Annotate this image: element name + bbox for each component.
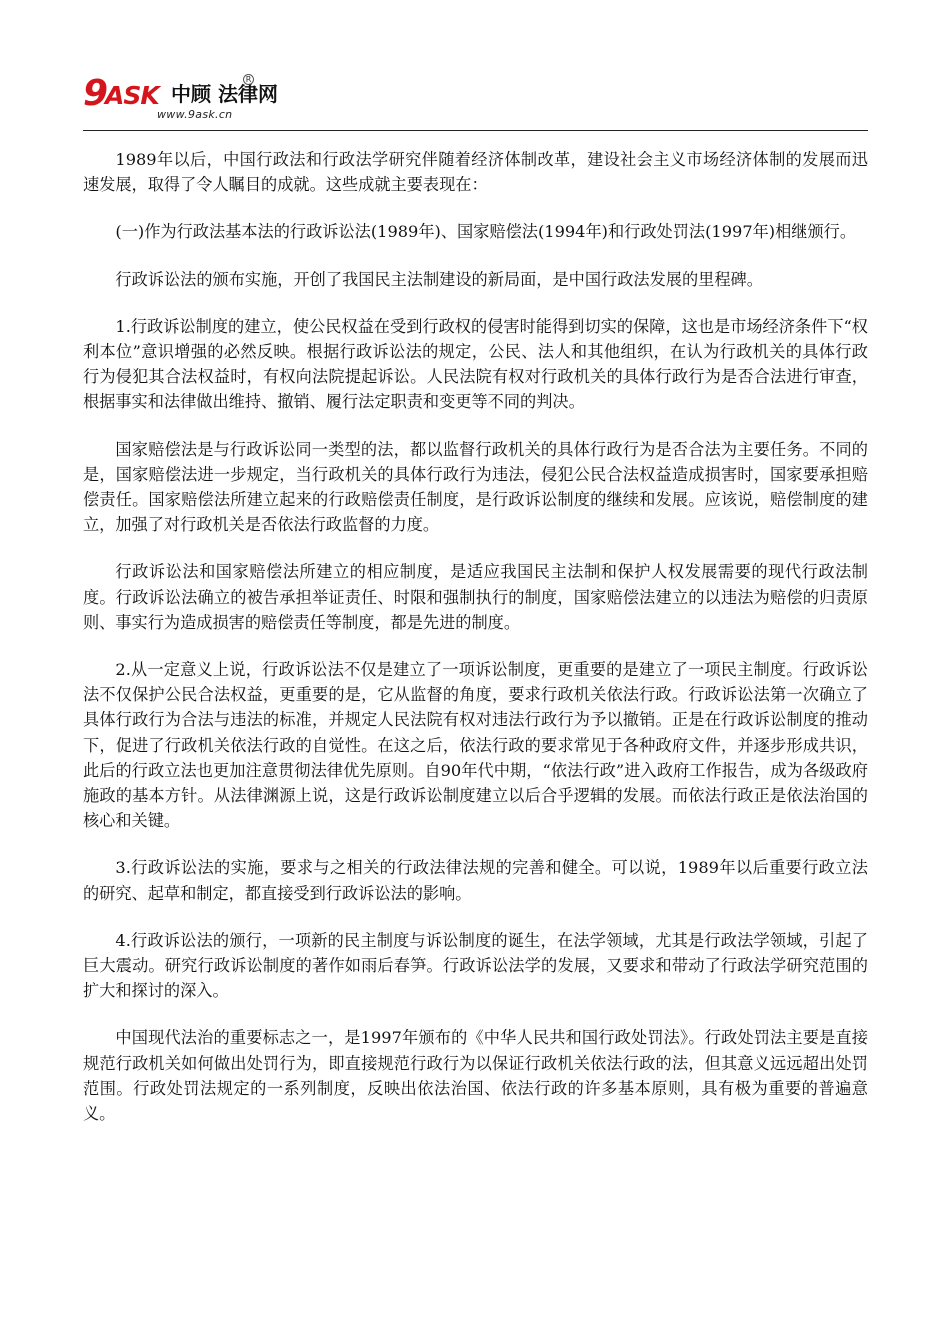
- paragraph: 1989年以后，中国行政法和行政法学研究伴随着经济体制改革，建设社会主义市场经济体制的发展而迅速发展，取得了令人瞩目的成就。这些成就主要表现在：: [83, 150, 868, 195]
- paragraph: 国家赔偿法是与行政诉讼同一类型的法，都以监督行政机关的具体行政行为是否合法为主要任务。不同的是，国家赔偿法进一步规定，当行政机关的具体行政行为违法，侵犯公民合法权益造成损害时，国家要承担赔偿责任。国家赔偿法所建立起来的行政赔偿责任制度，是行政诉讼制度的继续和发展。应该说，赔偿制度的建立，加强了对行政机关是否依法行政监督的力度。: [83, 439, 868, 535]
- paragraph: 1.行政诉讼制度的建立，使公民权益在受到行政权的侵害时能得到切实的保障，这也是市场经济条件下“权利本位”意识增强的必然反映。根据行政诉讼法的规定，公民、法人和其他组织，在认为行政机关的具体行政行为侵犯其合法权益时，有权向法院提起诉讼。人民法院有权对行政机关的具体行政行为是否合法进行审查，根据事实和法律做出维持、撤销、履行法定职责和变更等不同的判决。: [83, 316, 868, 412]
- header-divider: [83, 130, 868, 131]
- logo-ask-text: ASK: [105, 81, 159, 110]
- registered-mark-icon: R: [243, 74, 254, 85]
- paragraph: (一)作为行政法基本法的行政诉讼法(1989年)、国家赔偿法(1994年)和行政处罚法(1997年)相继颁行。: [115, 222, 857, 242]
- paragraph: 2.从一定意义上说，行政诉讼法不仅是建立了一项诉讼制度，更重要的是建立了一项民主制度。行政诉讼法不仅保护公民合法权益，更重要的是，它从监督的角度，要求行政机关依法行政。行政诉讼法第一次确立了具体行政行为合法与违法的标准，并规定人民法院有权对违法行政行为予以撤销。正是在行政诉讼制度的推动下，促进了行政机关依法行政的自觉性。在这之后，依法行政的要求常见于各种政府文件，并逐步形成共识，此后的行政立法也更加注意贯彻法律优先原则。自90年代中期，“依法行政”进入政府工作报告，成为各级政府施政的基本方针。从法律渊源上说，这是行政诉讼制度建立以后合乎逻辑的发展。而依法行政正是依法治国的核心和关键。: [83, 660, 868, 831]
- paragraph: 4.行政诉讼法的颁行，一项新的民主制度与诉讼制度的诞生，在法学领域，尤其是行政法学领域，引起了巨大震动。研究行政诉讼制度的著作如雨后春笋。行政诉讼法学的发展，又要求和带动了行政法学研究范围的扩大和探讨的深入。: [83, 930, 868, 1001]
- logo-url: www.9ask.cn: [157, 108, 233, 121]
- paragraph: 中国现代法治的重要标志之一，是1997年颁布的《中华人民共和国行政处罚法》。行政处罚法主要是直接规范行政机关如何做出处罚行为，即直接规范行政行为以保证行政机关依法行政的法，但其意义远远超出处罚范围。行政处罚法规定的一系列制度，反映出依法治国、依法行政的许多基本原则，具有极为重要的普遍意义。: [83, 1028, 868, 1124]
- document-body: [83, 147, 868, 1148]
- paragraph: 3.行政诉讼法的实施，要求与之相关的行政法律法规的完善和健全。可以说，1989年以后重要行政立法的研究、起草和制定，都直接受到行政诉讼法的影响。: [83, 858, 868, 903]
- paragraph: 行政诉讼法和国家赔偿法所建立的相应制度，是适应我国民主法制和保护人权发展需要的现代行政法制度。行政诉讼法确立的被告承担举证责任、时限和强制执行的制度，国家赔偿法建立的以违法为赔偿的归责原则、事实行为造成损害的赔偿责任等制度，都是先进的制度。: [83, 562, 868, 632]
- page-header: [83, 74, 868, 132]
- logo-nine-mark: 9: [83, 73, 109, 114]
- paragraph: 行政诉讼法的颁布实施，开创了我国民主法制建设的新局面，是中国行政法发展的里程碑。: [115, 269, 763, 289]
- logo-site-name: 中顾 法律网: [171, 82, 278, 106]
